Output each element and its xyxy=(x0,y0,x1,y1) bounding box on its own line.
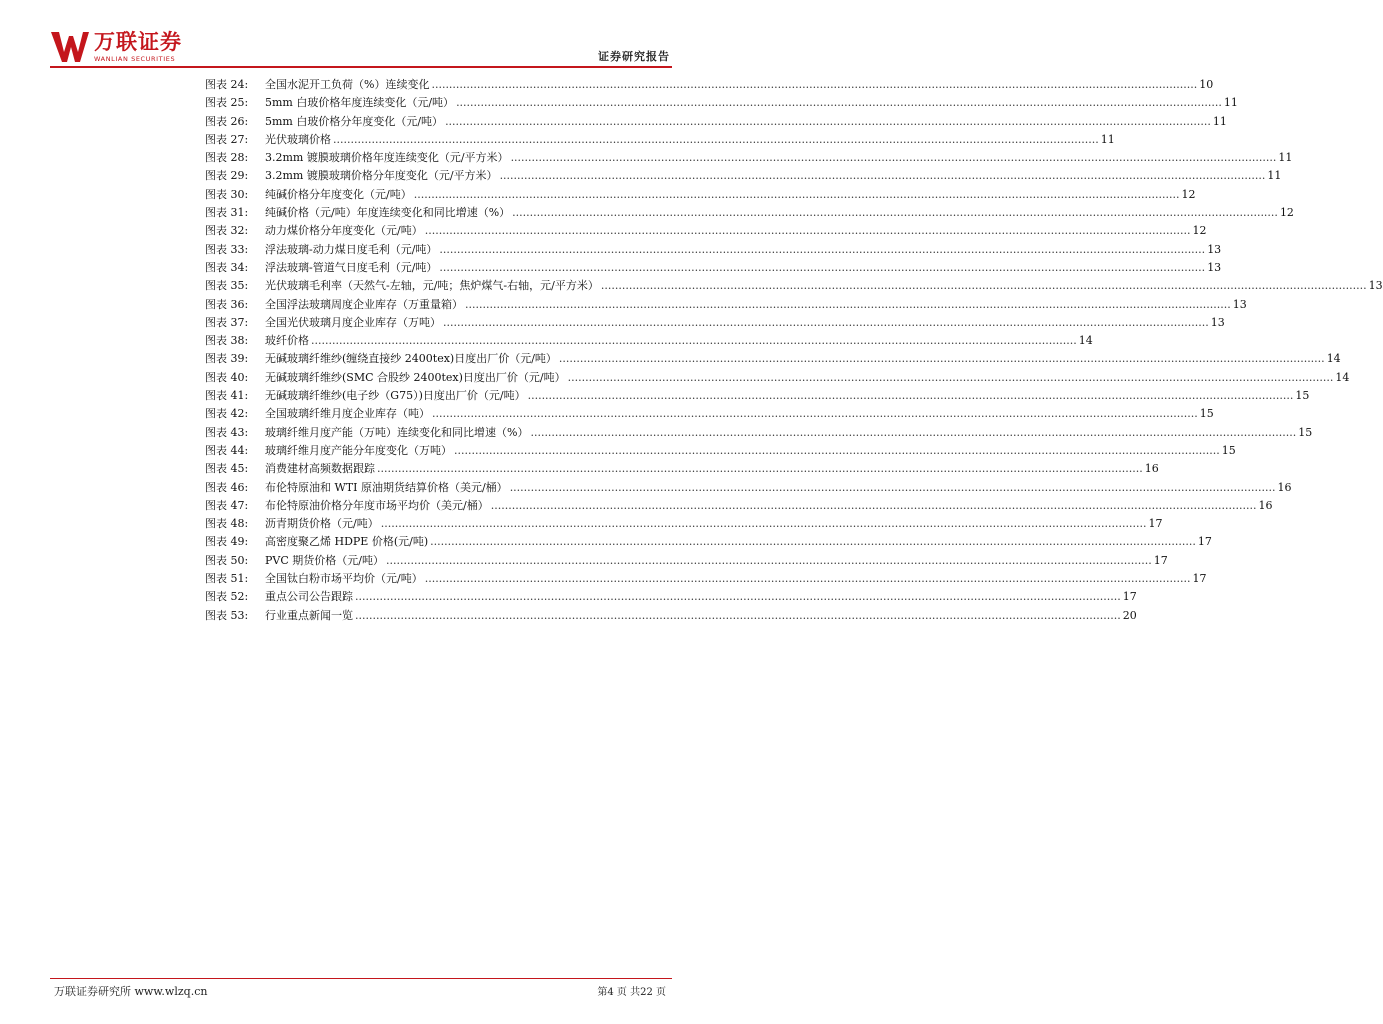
toc-figure-label: 图表 53: xyxy=(205,608,249,622)
toc-figure-title: 无碱玻璃纤维纱(SMC 合股纱 2400tex)日度出厂价（元/吨） xyxy=(265,370,566,384)
wanlian-logo-icon xyxy=(50,30,90,64)
toc-figure-label: 图表 48: xyxy=(205,517,249,531)
toc-entry[interactable] xyxy=(205,607,1137,625)
toc-entry[interactable] xyxy=(205,405,1214,423)
toc-figure-title: 浮法玻璃-管道气日度毛利（元/吨） xyxy=(265,260,438,274)
toc-figure-title: 纯碱价格（元/吨）年度连续变化和同比增速（%） xyxy=(265,206,511,220)
toc-figure-title: 布伦特原油价格分年度市场平均价（美元/桶） xyxy=(265,498,489,512)
toc-figure-title: 全国浮法玻璃周度企业库存（万重量箱） xyxy=(265,297,463,311)
toc-entry[interactable] xyxy=(205,94,1238,112)
footer-divider xyxy=(50,978,672,979)
toc-figure-label: 图表 39: xyxy=(205,352,249,366)
toc-page-number: 13 xyxy=(1232,297,1247,311)
toc-figure-title: 全国钛白粉市场平均价（元/吨） xyxy=(265,572,423,586)
toc-figure-title: 布伦特原油和 WTI 原油期货结算价格（美元/桶） xyxy=(265,480,508,494)
toc-entry[interactable] xyxy=(205,277,1383,295)
page-header xyxy=(0,0,724,68)
toc-page-number: 11 xyxy=(1100,132,1115,146)
toc-figure-label: 图表 44: xyxy=(205,443,249,457)
toc-entry[interactable] xyxy=(205,350,1341,368)
toc-figure-title: 全国玻璃纤维月度企业库存（吨） xyxy=(265,407,430,421)
toc-page-number: 13 xyxy=(1368,279,1383,293)
toc-figure-title: 高密度聚乙烯 HDPE 价格(元/吨) xyxy=(265,535,429,549)
toc-entry[interactable] xyxy=(205,570,1207,588)
toc-figure-label: 图表 50: xyxy=(205,553,249,567)
toc-figure-title: 5mm 白玻价格分年度变化（元/吨） xyxy=(265,114,444,128)
toc-entry[interactable] xyxy=(205,387,1310,405)
toc-leader-dots xyxy=(465,296,1231,314)
toc-page-number: 11 xyxy=(1212,114,1227,128)
toc-figure-label: 图表 26: xyxy=(205,114,249,128)
toc-leader-dots xyxy=(414,186,1180,204)
toc-leader-dots xyxy=(491,497,1257,515)
toc-leader-dots xyxy=(311,332,1077,350)
toc-figure-title: 3.2mm 镀膜玻璃价格分年度变化（元/平方米） xyxy=(265,169,498,183)
toc-figure-label: 图表 25: xyxy=(205,96,249,110)
toc-figure-label: 图表 32: xyxy=(205,224,249,238)
footer-page-number: 第4 页 共22 页 xyxy=(597,987,666,998)
toc-page-number: 17 xyxy=(1197,535,1212,549)
toc-page-number: 15 xyxy=(1199,407,1214,421)
toc-figure-title: 3.2mm 镀膜玻璃价格年度连续变化（元/平方米） xyxy=(265,151,509,165)
toc-figure-label: 图表 52: xyxy=(205,590,249,604)
toc-entry[interactable] xyxy=(205,296,1247,314)
toc-page-number: 16 xyxy=(1277,480,1292,494)
toc-page-number: 12 xyxy=(1181,187,1196,201)
toc-entry[interactable] xyxy=(205,533,1212,551)
toc-figure-title: 沥青期货价格（元/吨） xyxy=(265,517,379,531)
company-logo xyxy=(50,30,200,64)
toc-figure-title: 重点公司公告跟踪 xyxy=(265,590,353,604)
toc-entry[interactable] xyxy=(205,149,1293,167)
toc-figure-title: 无碱玻璃纤维纱(电子纱（G75）)日度出厂价（元/吨） xyxy=(265,389,526,403)
toc-figure-title: 无碱玻璃纤维纱(缠绕直接纱 2400tex)日度出厂价（元/吨） xyxy=(265,352,557,366)
toc-figure-label: 图表 38: xyxy=(205,334,249,348)
toc-entry[interactable] xyxy=(205,479,1292,497)
toc-entry[interactable] xyxy=(205,332,1093,350)
toc-figure-label: 图表 36: xyxy=(205,297,249,311)
toc-page-number: 17 xyxy=(1153,553,1168,567)
toc-leader-dots xyxy=(456,94,1222,112)
toc-entry[interactable] xyxy=(205,113,1227,131)
toc-figure-title: 光伏玻璃价格 xyxy=(265,132,331,146)
toc-page-number: 15 xyxy=(1295,389,1310,403)
toc-leader-dots xyxy=(377,460,1143,478)
toc-leader-dots xyxy=(430,533,1196,551)
toc-figure-title: 纯碱价格分年度变化（元/吨） xyxy=(265,187,412,201)
toc-leader-dots xyxy=(511,149,1277,167)
toc-figure-label: 图表 35: xyxy=(205,279,249,293)
toc-figure-label: 图表 28: xyxy=(205,151,249,165)
toc-figure-title: 全国光伏玻璃月度企业库存（万吨） xyxy=(265,315,441,329)
toc-figure-label: 图表 42: xyxy=(205,407,249,421)
toc-entry[interactable] xyxy=(205,497,1273,515)
toc-figure-label: 图表 47: xyxy=(205,498,249,512)
toc-page-number: 12 xyxy=(1192,224,1207,238)
toc-figure-title: 浮法玻璃-动力煤日度毛利（元/吨） xyxy=(265,242,438,256)
toc-page-number: 13 xyxy=(1210,315,1225,329)
toc-page-number: 11 xyxy=(1278,151,1293,165)
toc-figure-label: 图表 51: xyxy=(205,572,249,586)
toc-leader-dots xyxy=(355,588,1121,606)
toc-leader-dots xyxy=(355,607,1121,625)
toc-leader-dots xyxy=(439,259,1205,277)
toc-figure-label: 图表 33: xyxy=(205,242,249,256)
toc-leader-dots xyxy=(528,387,1294,405)
toc-entry[interactable] xyxy=(205,588,1137,606)
logo-english-name: WANLIAN SECURITIES xyxy=(94,55,176,63)
toc-leader-dots xyxy=(386,552,1152,570)
toc-figure-label: 图表 24: xyxy=(205,78,249,91)
toc-entry[interactable] xyxy=(205,460,1159,478)
toc-entry[interactable] xyxy=(205,131,1115,149)
toc-leader-dots xyxy=(425,570,1191,588)
table-of-figures xyxy=(205,76,1383,625)
toc-figure-label: 图表 46: xyxy=(205,480,249,494)
toc-entry[interactable] xyxy=(205,76,1214,94)
toc-figure-label: 图表 45: xyxy=(205,462,249,476)
toc-figure-label: 图表 29: xyxy=(205,169,249,183)
toc-page-number: 11 xyxy=(1267,169,1282,183)
toc-page-number: 15 xyxy=(1221,443,1236,457)
toc-entry[interactable] xyxy=(205,515,1163,533)
toc-leader-dots xyxy=(512,204,1278,222)
toc-entry[interactable] xyxy=(205,424,1313,442)
toc-page-number: 20 xyxy=(1122,608,1137,622)
header-divider xyxy=(50,66,672,68)
toc-page-number: 15 xyxy=(1298,425,1313,439)
toc-leader-dots xyxy=(432,405,1198,423)
toc-leader-dots xyxy=(443,314,1209,332)
toc-figure-label: 图表 43: xyxy=(205,425,249,439)
toc-page-number: 13 xyxy=(1207,242,1222,256)
toc-page-number: 14 xyxy=(1326,352,1341,366)
toc-page-number: 14 xyxy=(1078,334,1093,348)
toc-leader-dots xyxy=(431,76,1197,94)
toc-page-number: 17 xyxy=(1122,590,1137,604)
toc-entry[interactable] xyxy=(205,167,1282,185)
toc-page-number: 16 xyxy=(1144,462,1159,476)
toc-page-number: 14 xyxy=(1335,370,1350,384)
toc-figure-label: 图表 34: xyxy=(205,260,249,274)
toc-leader-dots xyxy=(454,442,1220,460)
footer-source: 万联证券研究所 www.wlzq.cn xyxy=(54,985,208,998)
toc-entry[interactable] xyxy=(205,241,1222,259)
toc-figure-title: 消费建材高频数据跟踪 xyxy=(265,462,375,476)
toc-figure-title: 动力煤价格分年度变化（元/吨） xyxy=(265,224,423,238)
toc-page-number: 17 xyxy=(1148,517,1163,531)
toc-entry[interactable] xyxy=(205,222,1207,240)
toc-figure-title: 玻璃纤维月度产能分年度变化（万吨） xyxy=(265,443,452,457)
toc-figure-title: 全国水泥开工负荷（%）连续变化 xyxy=(265,78,430,91)
toc-figure-title: 玻纤价格 xyxy=(265,334,309,348)
toc-entry[interactable] xyxy=(205,369,1350,387)
toc-figure-label: 图表 49: xyxy=(205,535,249,549)
toc-page-number: 12 xyxy=(1279,206,1294,220)
toc-figure-label: 图表 41: xyxy=(205,389,249,403)
toc-page-number: 17 xyxy=(1192,572,1207,586)
logo-chinese-name: 万联证券 xyxy=(94,30,182,54)
toc-leader-dots xyxy=(568,369,1334,387)
toc-figure-title: 玻璃纤维月度产能（万吨）连续变化和同比增速（%） xyxy=(265,425,529,439)
toc-leader-dots xyxy=(425,222,1191,240)
toc-figure-label: 图表 30: xyxy=(205,187,249,201)
toc-leader-dots xyxy=(439,241,1205,259)
toc-figure-label: 图表 31: xyxy=(205,206,249,220)
toc-entry[interactable] xyxy=(205,259,1222,277)
toc-leader-dots xyxy=(601,277,1367,295)
toc-leader-dots xyxy=(445,113,1211,131)
toc-leader-dots xyxy=(381,515,1147,533)
toc-figure-label: 图表 40: xyxy=(205,370,249,384)
toc-figure-title: 光伏玻璃毛利率（天然气-左轴，元/吨；焦炉煤气-右轴，元/平方米） xyxy=(265,279,599,293)
toc-figure-label: 图表 27: xyxy=(205,132,249,146)
toc-leader-dots xyxy=(559,350,1325,368)
toc-entry[interactable] xyxy=(205,552,1168,570)
toc-entry[interactable] xyxy=(205,314,1225,332)
toc-leader-dots xyxy=(510,479,1276,497)
toc-entry[interactable] xyxy=(205,442,1236,460)
toc-leader-dots xyxy=(530,424,1296,442)
toc-leader-dots xyxy=(500,167,1266,185)
toc-page-number: 16 xyxy=(1258,498,1273,512)
toc-figure-title: 5mm 白玻价格年度连续变化（元/吨） xyxy=(265,96,455,110)
toc-figure-title: PVC 期货价格（元/吨） xyxy=(265,553,384,567)
toc-page-number: 13 xyxy=(1207,260,1222,274)
toc-leader-dots xyxy=(333,131,1099,149)
report-type-label: 证券研究报告 xyxy=(598,50,670,63)
toc-page-number: 10 xyxy=(1199,78,1214,91)
toc-entry[interactable] xyxy=(205,204,1294,222)
toc-entry[interactable] xyxy=(205,186,1196,204)
toc-figure-title: 行业重点新闻一览 xyxy=(265,608,353,622)
toc-page-number: 11 xyxy=(1223,96,1238,110)
toc-figure-label: 图表 37: xyxy=(205,315,249,329)
